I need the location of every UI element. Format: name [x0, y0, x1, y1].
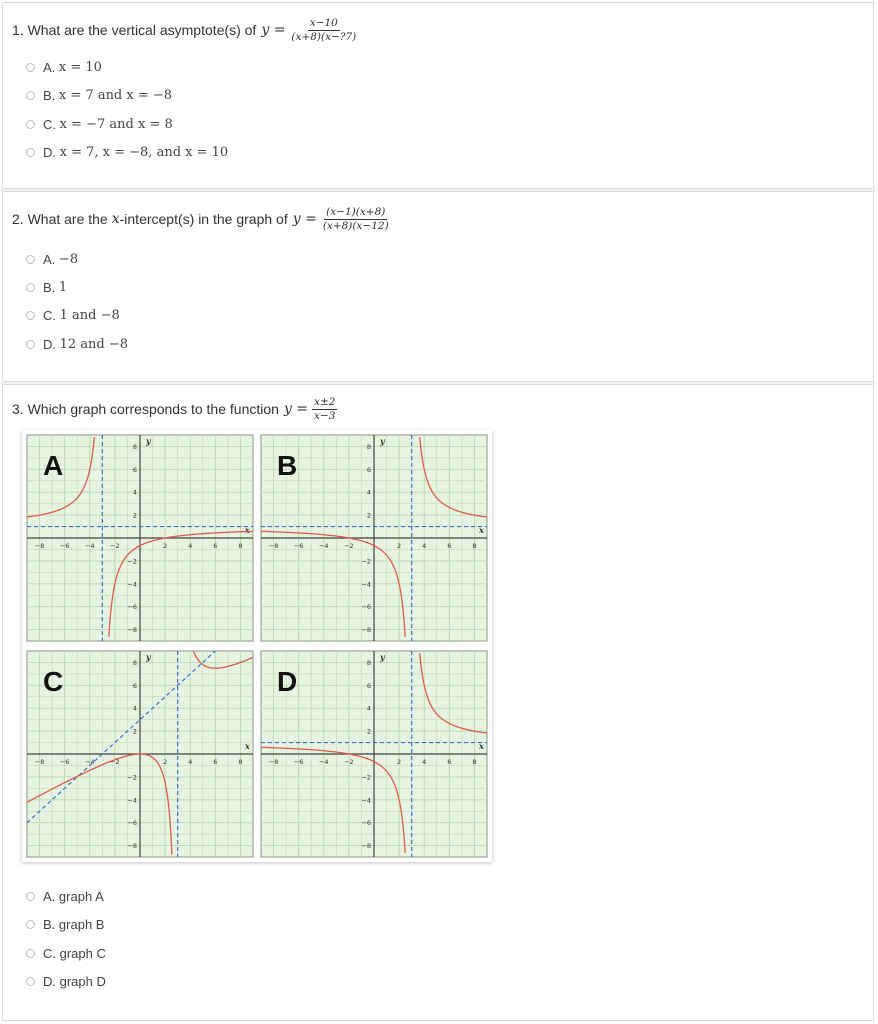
q1-option-d[interactable]: [26, 145, 228, 160]
q1-option-c[interactable]: [26, 117, 173, 132]
graph-c: [27, 651, 253, 857]
y-tick-label: 2: [132, 727, 137, 736]
option-text: graph D: [59, 974, 106, 989]
question-3-text: [12, 396, 337, 422]
y-tick-label: −6: [361, 603, 371, 612]
radio-button[interactable]: [26, 63, 35, 72]
y-tick-label: 2: [132, 511, 137, 520]
x-tick-label: 6: [213, 758, 218, 766]
question-3-fraction: [312, 397, 337, 422]
question-1-fraction: [289, 18, 358, 43]
x-tick-label: −4: [318, 542, 329, 550]
y-tick-label: 6: [132, 465, 137, 474]
option-text: graph B: [58, 917, 105, 932]
radio-button[interactable]: [26, 892, 35, 901]
x-tick-label: 8: [472, 542, 477, 550]
question-3-prefix: 3. Which graph corresponds to the function: [12, 401, 279, 417]
option-math: x = 10: [58, 60, 102, 75]
x-tick-label: 4: [188, 758, 193, 766]
y-tick-label: 8: [132, 442, 137, 451]
q2-option-d[interactable]: [26, 337, 128, 352]
x-tick-label: 4: [422, 758, 427, 766]
x-tick-label: 4: [188, 542, 193, 550]
q1-option-a[interactable]: [26, 60, 102, 75]
q3-option-a[interactable]: [26, 889, 104, 904]
graph-b: [261, 435, 487, 641]
question-3-yvar: y =: [283, 401, 309, 417]
y-tick-label: −4: [361, 580, 371, 589]
y-tick-label: 8: [132, 658, 137, 667]
radio-button[interactable]: [26, 977, 35, 986]
y-tick-label: −4: [127, 580, 137, 589]
question-1-prefix: 1. What are the vertical asymptote(s) of: [12, 22, 257, 38]
option-math: 1: [58, 280, 68, 295]
graph-d: [261, 651, 487, 857]
radio-button[interactable]: [26, 283, 35, 292]
x-tick-label: 4: [422, 542, 427, 550]
x-tick-label: 8: [238, 542, 243, 550]
radio-button[interactable]: [26, 148, 35, 157]
x-tick-label: 6: [447, 758, 452, 766]
x-tick-label: 6: [213, 542, 218, 550]
question-2-xvar: x: [111, 211, 120, 227]
y-tick-label: 4: [366, 488, 371, 497]
radio-button[interactable]: [26, 920, 35, 929]
option-letter: B.: [43, 88, 56, 103]
x-tick-label: −6: [59, 758, 70, 766]
y-tick-label: 2: [366, 511, 371, 520]
q3-option-c[interactable]: [26, 946, 106, 961]
x-tick-label: −4: [318, 758, 329, 766]
graphs-panel: [22, 430, 492, 862]
fraction-numerator: (x−1)(x+8): [326, 205, 386, 218]
option-letter: D.: [43, 145, 56, 160]
radio-button[interactable]: [26, 311, 35, 320]
y-tick-label: −2: [361, 773, 371, 782]
y-tick-label: 4: [132, 704, 137, 713]
graphs-figure: [22, 430, 492, 862]
fraction-numerator: x−10: [309, 16, 338, 29]
y-tick-label: 8: [366, 442, 371, 451]
x-tick-label: −6: [293, 758, 304, 766]
x-tick-label: −2: [344, 758, 354, 766]
option-math: 12 and −8: [59, 337, 129, 352]
option-letter: C.: [43, 946, 56, 961]
x-tick-label: −6: [59, 542, 70, 550]
x-tick-label: 2: [163, 542, 168, 550]
graph-a: [27, 435, 253, 641]
x-tick-label: 2: [397, 758, 402, 766]
option-text: graph C: [59, 946, 106, 961]
y-tick-label: −8: [361, 842, 371, 851]
y-axis-label: y: [380, 652, 385, 662]
option-letter: A.: [43, 252, 56, 267]
y-tick-label: −2: [361, 557, 371, 566]
x-axis-label: x: [245, 525, 250, 535]
y-tick-label: −8: [127, 842, 137, 851]
y-tick-label: −4: [361, 796, 371, 805]
graph-label: D: [277, 666, 298, 697]
y-tick-label: 2: [366, 727, 371, 736]
option-letter: B.: [43, 280, 56, 295]
x-axis-label: x: [479, 741, 484, 751]
fraction-denominator: (x+8)(x−12): [322, 219, 389, 232]
x-tick-label: 8: [472, 758, 477, 766]
x-tick-label: 6: [447, 542, 452, 550]
graph-label: B: [277, 450, 298, 481]
y-axis-label: y: [380, 436, 385, 446]
x-tick-label: 2: [163, 758, 168, 766]
x-tick-label: −2: [110, 542, 120, 550]
option-letter: C.: [43, 117, 56, 132]
question-2-fraction: [321, 207, 391, 232]
option-math: −8: [58, 252, 79, 267]
radio-button[interactable]: [26, 255, 35, 264]
question-1-text: [12, 16, 358, 44]
radio-button[interactable]: [26, 949, 35, 958]
x-tick-label: −4: [84, 542, 95, 550]
q3-option-d[interactable]: [26, 974, 106, 989]
y-tick-label: 6: [132, 681, 137, 690]
y-tick-label: −2: [127, 557, 137, 566]
option-letter: C.: [43, 308, 56, 323]
question-2-prefix: 2. What are the: [12, 211, 108, 227]
x-axis-label: x: [479, 525, 484, 535]
x-tick-label: −8: [34, 758, 45, 766]
y-tick-label: 6: [366, 681, 371, 690]
radio-button[interactable]: [26, 91, 35, 100]
x-axis-label: x: [245, 741, 250, 751]
x-tick-label: −4: [84, 758, 95, 766]
option-letter: A.: [43, 889, 56, 904]
question-2-text: [12, 204, 391, 234]
x-tick-label: −2: [110, 758, 120, 766]
q3-option-b[interactable]: [26, 917, 104, 932]
option-math: 1 and −8: [59, 308, 120, 323]
x-tick-label: −2: [344, 542, 354, 550]
q1-option-b[interactable]: [26, 88, 172, 103]
y-tick-label: −8: [361, 626, 371, 635]
y-tick-label: −6: [127, 819, 137, 828]
y-tick-label: 6: [366, 465, 371, 474]
question-1-yvar: y =: [261, 22, 286, 38]
q2-option-b[interactable]: [26, 280, 67, 295]
option-letter: D.: [43, 974, 56, 989]
radio-button[interactable]: [26, 340, 35, 349]
fraction-denominator: x−3: [314, 409, 336, 422]
x-tick-label: −8: [268, 758, 279, 766]
option-letter: A.: [43, 60, 56, 75]
y-axis-label: y: [146, 436, 151, 446]
y-axis-label: y: [146, 652, 151, 662]
q2-option-a[interactable]: [26, 252, 78, 267]
q2-option-c[interactable]: [26, 308, 120, 323]
fraction-denominator: (x+8)(x−?7): [291, 30, 357, 43]
option-text: graph A: [58, 889, 104, 904]
x-tick-label: 2: [397, 542, 402, 550]
x-tick-label: 8: [238, 758, 243, 766]
y-tick-label: 8: [366, 658, 371, 667]
radio-button[interactable]: [26, 120, 35, 129]
x-tick-label: −6: [293, 542, 304, 550]
x-tick-label: −8: [34, 542, 45, 550]
y-tick-label: −6: [361, 819, 371, 828]
question-2-yvar: y =: [292, 211, 317, 227]
y-tick-label: 4: [132, 488, 137, 497]
option-math: x = −7 and x = 8: [59, 117, 173, 132]
x-tick-label: −8: [268, 542, 279, 550]
option-letter: D.: [43, 337, 56, 352]
y-tick-label: −8: [127, 626, 137, 635]
option-letter: B.: [43, 917, 56, 932]
graph-label: C: [43, 666, 64, 697]
y-tick-label: 4: [366, 704, 371, 713]
option-math: x = 7 and x = −8: [58, 88, 173, 103]
graph-label: A: [43, 450, 64, 481]
y-tick-label: −4: [127, 796, 137, 805]
option-math: x = 7, x = −8, and x = 10: [59, 145, 229, 160]
question-2-middle: -intercept(s) in the graph of: [119, 211, 288, 227]
y-tick-label: −6: [127, 603, 137, 612]
fraction-numerator: x±2: [314, 395, 336, 408]
y-tick-label: −2: [127, 773, 137, 782]
